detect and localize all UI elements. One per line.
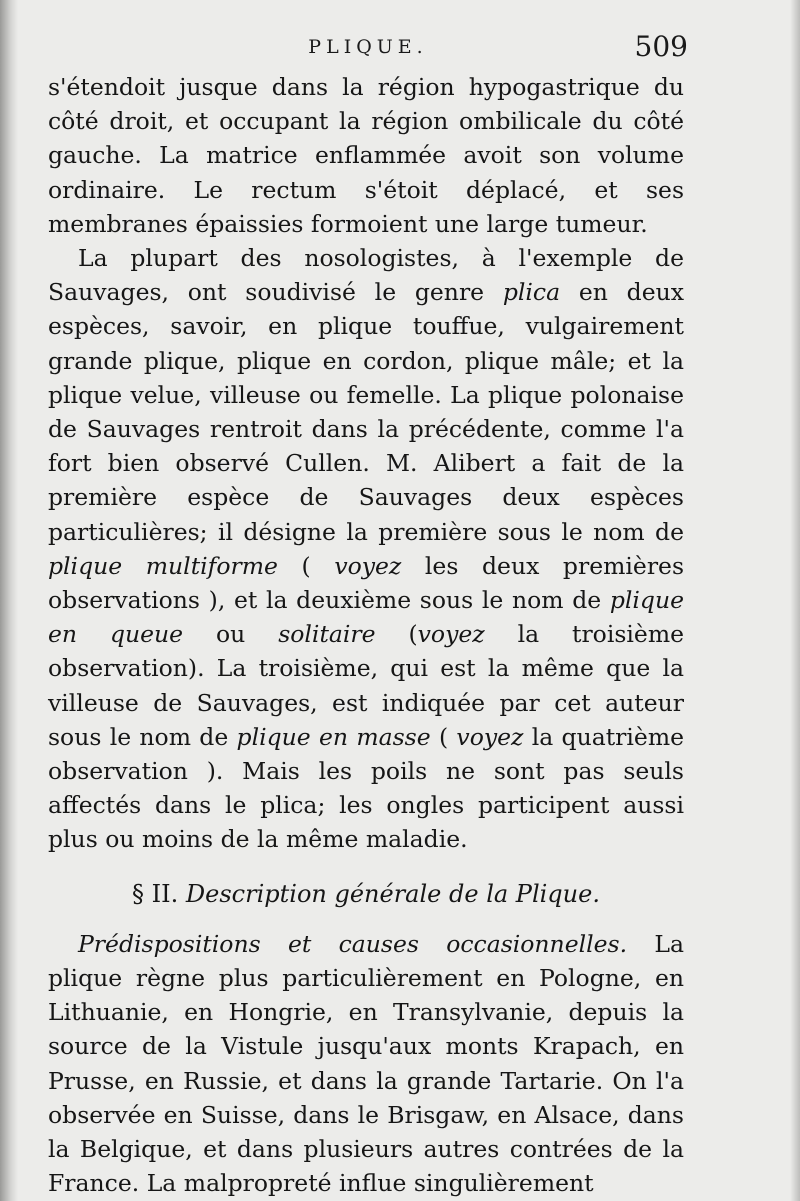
paragraph-continuation: s'étendoit jusque dans la région hypogastrique du côté droit, et occupant la région ombilicale du côté gauche. La matrice enflammée avoit son volume ordinaire. Le rectum s'étoit déplacé, et ses membranes épaissies formoient une large tumeur.	[48, 73, 684, 238]
running-title: PLIQUE.	[308, 36, 428, 58]
section-title: Description générale de la Plique.	[185, 879, 600, 908]
italic-run: plique en masse	[236, 722, 431, 751]
italic-run: voyez	[417, 620, 485, 649]
text-run: (	[277, 551, 335, 580]
text-run: les deux premières observations ), et la deuxième sous le nom de	[48, 551, 685, 615]
italic-run: voyez	[334, 551, 402, 580]
page-number: 509	[634, 30, 688, 63]
italic-run: solitaire	[278, 620, 376, 649]
paragraph-predispositions	[48, 927, 684, 1201]
italic-run: plica	[502, 278, 561, 307]
text-run: la quatrième observation ). Mais les poils ne sont pas seuls affectés dans le plica; les ongles participent aussi plus ou moins de la même maladie.	[48, 722, 685, 854]
page-gutter-shadow	[0, 0, 18, 1201]
body-text	[48, 70, 684, 1201]
italic-run: plique multiforme	[48, 551, 278, 580]
italic-run: plique en queue	[48, 586, 684, 649]
paragraph-nosologists	[48, 241, 684, 857]
text-run: la troisième observation). La troisième, qui est la même que la villeuse de Sauvages, est indiquée par cet auteur sous le nom de	[48, 620, 685, 751]
text-run: La plique règne plus particulièrement en Pologne, en Lithuanie, en Hongrie, en Transylvanie, depuis la source de la Vistule jusqu'aux monts Krapach, en Prusse, en Russie, et dans la grande Tartarie. On l'a observée en Suisse, dans le Brisgaw, en Alsace, dans la Belgique, et dans plusieurs autres contrées de la France. La malpropreté influe singulièrement	[48, 929, 684, 1198]
text-run: ou	[183, 620, 279, 649]
text-run: en deux espèces, savoir, en plique touffue, vulgairement grande plique, plique en cordon, plique mâle; et la plique velue, villeuse ou femelle. La plique polonaise de Sauvages rentroit dans la précédente, comme l'a fort bien observé Cullen. M. Alibert a fait de la première espèce de Sauvages deux espèces particulières; il désigne la première sous le nom de	[48, 278, 684, 546]
page-right-edge	[790, 0, 800, 1201]
italic-run: voyez	[456, 722, 524, 751]
section-heading	[48, 877, 684, 911]
text-run: (	[375, 620, 418, 649]
paragraph-lead: Prédispositions et causes occasionnelles.	[78, 929, 628, 958]
running-head	[48, 28, 688, 68]
section-sign: §	[132, 879, 145, 908]
text-run: La plupart des nosologistes, à l'exemple de Sauvages, ont soudivisé le genre	[48, 244, 684, 307]
text-run: (	[430, 722, 457, 751]
section-number: II.	[151, 879, 179, 908]
